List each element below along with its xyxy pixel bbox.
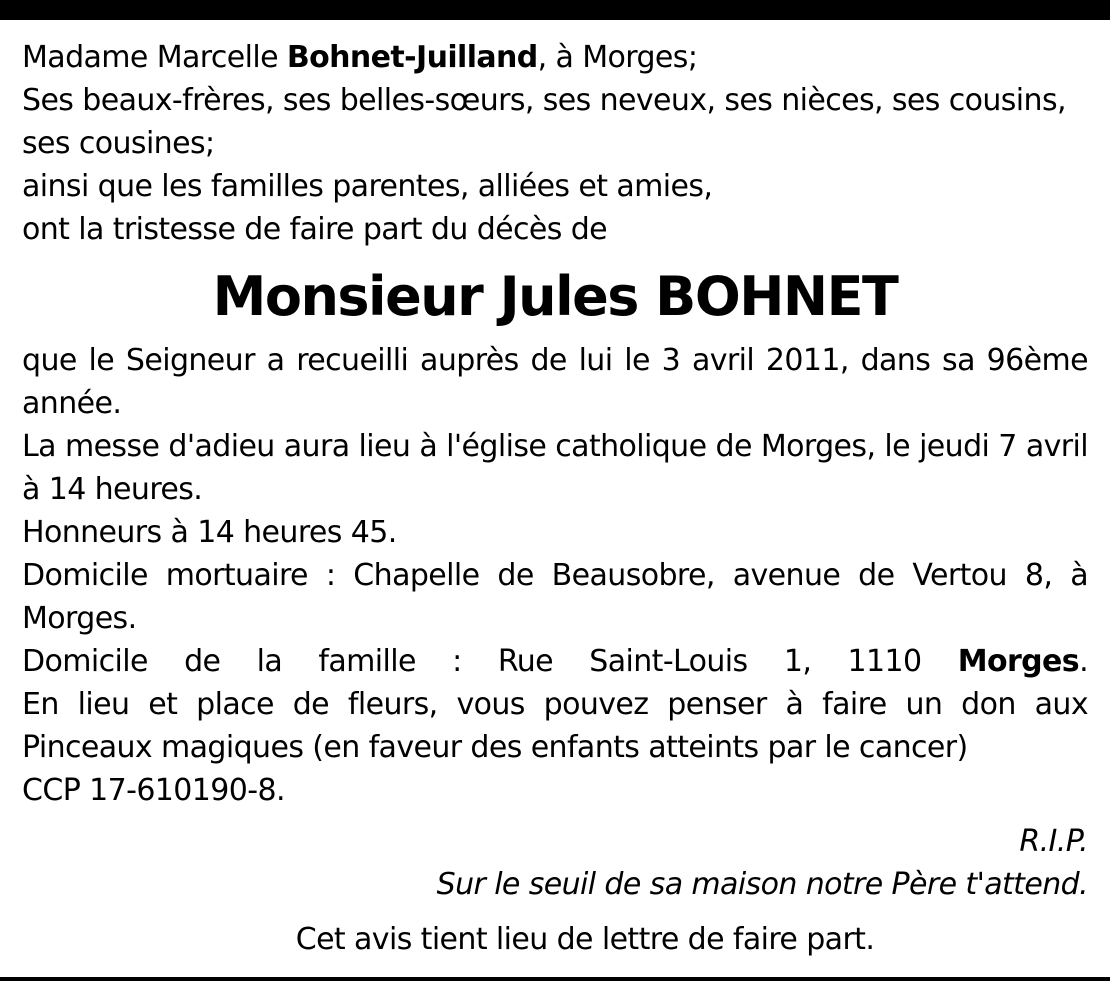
- verse-line: Sur le seuil de sa maison notre Père t'attend.: [436, 867, 1088, 902]
- announcer-line: [22, 36, 1088, 79]
- obituary-notice: [22, 36, 1088, 961]
- donation-request: En lieu et place de fleurs, vous pouvez penser à faire un don aux Pinceaux magiques (en faveur des enfants atteints par le cancer): [22, 687, 1088, 765]
- family-address-suffix: .: [1079, 644, 1088, 679]
- death-statement: que le Seigneur a recueilli auprès de lui le 3 avril 2011, dans sa 96ème année.: [22, 343, 1088, 421]
- announcer-surname: Bohnet-Juilland: [286, 40, 538, 75]
- closing-note: Cet avis tient lieu de lettre de faire part.: [295, 922, 875, 957]
- funeral-mass: La messe d'adieu aura lieu à l'église catholique de Morges, le jeudi 7 avril à 14 heures.: [22, 429, 1088, 507]
- honors-time: Honneurs à 14 heures 45.: [22, 515, 397, 550]
- bottom-border-rule: [0, 977, 1110, 981]
- family-address-city: Morges: [957, 644, 1080, 679]
- announcer-prefix: Madame Marcelle: [22, 40, 287, 75]
- rip-line: R.I.P.: [1019, 824, 1088, 859]
- top-border-rule: [0, 0, 1110, 20]
- mortuary-address: Domicile mortuaire : Chapelle de Beausobre, avenue de Vertou 8, à Morges.: [22, 558, 1088, 636]
- relatives-line: Ses beaux-frères, ses belles-sœurs, ses neveux, ses nièces, ses cousins, ses cousines;: [22, 83, 1066, 161]
- family-address-prefix: Domicile de la famille : Rue Saint-Louis 1, 1110: [22, 644, 958, 679]
- announcer-suffix: , à Morges;: [537, 40, 698, 75]
- ccp-account: CCP 17-610190-8.: [22, 773, 285, 808]
- families-line: ainsi que les familles parentes, alliées et amies,: [22, 169, 713, 204]
- family-address: [22, 640, 1088, 683]
- announcement-line: ont la tristesse de faire part du décès de: [22, 212, 608, 247]
- deceased-name: Monsieur Jules BOHNET: [212, 265, 898, 328]
